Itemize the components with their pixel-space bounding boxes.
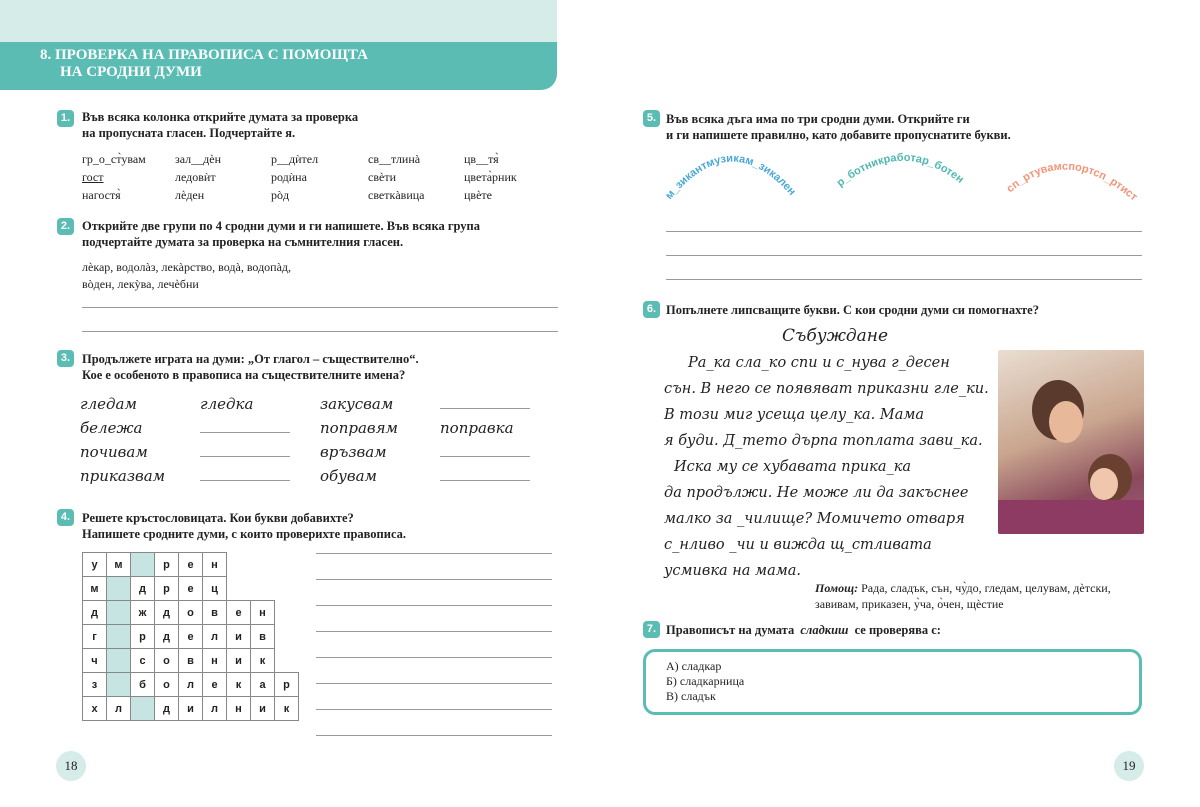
cell: и — [227, 649, 251, 673]
cell: с — [131, 649, 155, 673]
cell: л — [107, 697, 131, 721]
word: р__дѝтел — [271, 152, 319, 166]
cell: р — [155, 577, 179, 601]
story-line: усмивка на мама. — [664, 563, 801, 579]
cell: л — [179, 673, 203, 697]
cell: е — [179, 625, 203, 649]
task-1-line1: Във всяка колонка открийте думата за проверка — [82, 110, 359, 124]
cell: к — [275, 697, 299, 721]
answer-line[interactable] — [316, 735, 552, 736]
cell: р — [155, 553, 179, 577]
answer-line[interactable] — [440, 480, 530, 481]
lesson-title-line1: 8. ПРОВЕРКА НА ПРАВОПИСА С ПОМОЩТА — [40, 47, 369, 63]
cell: и — [227, 625, 251, 649]
cell-missing[interactable] — [107, 601, 131, 625]
handwritten-word: почивам — [80, 443, 148, 461]
word: св__тлинà — [368, 152, 421, 166]
cell: в — [251, 625, 275, 649]
cell: к — [251, 649, 275, 673]
answer-option[interactable]: В) сладък — [666, 689, 716, 703]
answer-line[interactable] — [82, 307, 558, 308]
cell-missing[interactable] — [107, 673, 131, 697]
task-2-line2: подчертайте думата за проверка на съмнителния гласен. — [82, 235, 404, 249]
cell: ж — [131, 601, 155, 625]
cell: е — [179, 553, 203, 577]
handwritten-word: връзвам — [320, 443, 387, 461]
word: гост — [82, 170, 104, 184]
help-words: завивам, приказен, у̀ча, о̀чен, щѐстие — [815, 597, 1004, 611]
task-2-line1: Открийте две групи по 4 сродни думи и ги напишете. Във всяка група — [82, 219, 480, 233]
answer-line[interactable] — [440, 456, 530, 457]
cell-missing[interactable] — [107, 625, 131, 649]
cell: в — [179, 649, 203, 673]
cell: и — [179, 697, 203, 721]
word: лѐден — [175, 188, 205, 202]
task-5-instructions — [666, 111, 1011, 143]
answer-line[interactable] — [200, 432, 290, 433]
cell: о — [155, 673, 179, 697]
cell-missing[interactable] — [131, 553, 155, 577]
task-3-line1: Продължете играта на думи: „От глагол – съществително“. — [82, 352, 419, 366]
handwritten-word: поправка — [440, 419, 514, 437]
story-line: В този миг усеща целу_ка. Мама — [664, 407, 925, 423]
page-number: 19 — [1114, 751, 1144, 781]
task-5-line1: Във всяка дъга има по три сродни думи. Открийте ги — [666, 112, 970, 126]
cell: з — [83, 673, 107, 697]
word-list: вòден, лекỳва, лечѐбни — [82, 277, 199, 291]
lesson-title-line2: НА СРОДНИ ДУМИ — [60, 64, 202, 80]
word: свѐти — [368, 170, 396, 184]
story-text — [664, 350, 994, 584]
cell: р — [131, 625, 155, 649]
help-note — [815, 580, 1145, 612]
mother-child-photo — [998, 350, 1144, 534]
cell: д — [155, 601, 179, 625]
arc-2-text: р_ботникработар_ботен — [834, 151, 966, 190]
cell: м — [107, 553, 131, 577]
answer-line[interactable] — [666, 231, 1142, 232]
word: гр_о_ст̀увам — [82, 152, 146, 166]
story-line: Иска му се хубавата прика_ка — [674, 459, 912, 475]
story-line: с_нливо _чи и вижда щ_стливата — [664, 537, 932, 553]
arc-3-text: сп_ртувамспортсп_ртист — [1004, 160, 1140, 204]
cell: и — [251, 697, 275, 721]
help-label: Помощ: — [815, 581, 859, 595]
cell: н — [251, 601, 275, 625]
answer-line[interactable] — [666, 255, 1142, 256]
task-4-line2: Напишете сродните думи, с които проверихте правописа. — [82, 527, 407, 541]
task-5-line2: и ги напишете правилно, като добавите пропуснатите букви. — [666, 128, 1011, 142]
header-band — [0, 0, 557, 42]
arc-1-text: м_зикантмузикам_зикален — [663, 152, 798, 202]
task-3-line2: Кое е особеното в правописа на съществителните имена? — [82, 368, 406, 382]
answer-line[interactable] — [200, 456, 290, 457]
answer-options-box — [643, 649, 1142, 715]
cell-missing[interactable] — [107, 577, 131, 601]
cell-missing[interactable] — [131, 697, 155, 721]
cell: л — [203, 625, 227, 649]
cell: у — [83, 553, 107, 577]
task-number: 1. — [57, 110, 74, 127]
cell: д — [131, 577, 155, 601]
handwritten-word: бележа — [80, 419, 143, 437]
cell: д — [155, 625, 179, 649]
cell: к — [227, 673, 251, 697]
answer-line[interactable] — [316, 553, 552, 554]
word: цв__тя̀ — [464, 152, 499, 166]
cell: в — [203, 601, 227, 625]
task-4-instructions — [82, 510, 406, 542]
task-number: 3. — [57, 350, 74, 367]
handwritten-word: закусвам — [320, 395, 394, 413]
lesson-title — [0, 42, 557, 90]
story-line: я буди. Д_тето дърпа топлата зави_ка. — [664, 433, 983, 449]
word: зал__дѐн — [175, 152, 222, 166]
cell: е — [203, 673, 227, 697]
handwritten-word: поправям — [320, 419, 398, 437]
cell: е — [227, 601, 251, 625]
answer-option[interactable]: Б) сладкарница — [666, 674, 745, 688]
word: ледовѝт — [175, 170, 216, 184]
story-line: да продължи. Не може ли да закъснее — [664, 485, 969, 501]
answer-line[interactable] — [316, 683, 552, 684]
word: рòд — [271, 188, 290, 202]
answer-line[interactable] — [200, 480, 290, 481]
photo-illustration — [998, 350, 1144, 534]
task-number: 6. — [643, 301, 660, 318]
answer-line[interactable] — [440, 408, 530, 409]
word: светкàвица — [368, 188, 425, 202]
handwritten-word: приказвам — [80, 467, 166, 485]
cell: л — [203, 697, 227, 721]
answer-line[interactable] — [316, 631, 552, 632]
cell: н — [227, 697, 251, 721]
task-number: 5. — [643, 110, 660, 127]
task-1-instructions — [82, 109, 358, 141]
word: цвета̀рник — [464, 170, 517, 184]
word: нагостя̀ — [82, 188, 121, 202]
cell: е — [179, 577, 203, 601]
answer-line[interactable] — [316, 709, 552, 710]
story-line: Ра_ка сла_ко спи и с_нува г_десен — [688, 355, 950, 371]
crossword — [82, 552, 299, 721]
handwritten-word: гледка — [200, 395, 254, 413]
cell: д — [83, 601, 107, 625]
cell: р — [275, 673, 299, 697]
answer-line[interactable] — [316, 579, 552, 580]
answer-line[interactable] — [666, 279, 1142, 280]
word-list: лѐкар, водолàз, лекàрство, водà, водопàд, — [82, 260, 292, 274]
answer-line[interactable] — [82, 331, 558, 332]
cell: ц — [203, 577, 227, 601]
cell: а — [251, 673, 275, 697]
story-line: сън. В него се появяват приказни гле_ки. — [664, 381, 989, 397]
task-number: 4. — [57, 509, 74, 526]
cell-missing[interactable] — [107, 649, 131, 673]
cell: н — [203, 649, 227, 673]
answer-option[interactable]: А) сладкар — [666, 659, 722, 673]
task-6-instructions: Попълнете липсващите букви. С кои сродни думи си помогнахте? — [666, 303, 1039, 317]
task-7-text: Правописът на думата — [666, 623, 795, 637]
handwritten-word: обувам — [320, 467, 377, 485]
task-number: 7. — [643, 621, 660, 638]
task-2-instructions — [82, 218, 480, 250]
cell: ч — [83, 649, 107, 673]
task-3-instructions — [82, 351, 419, 383]
cell: х — [83, 697, 107, 721]
cell: н — [203, 553, 227, 577]
task-4-line1: Решете кръстословицата. Кои букви добавихте? — [82, 511, 354, 525]
task-7-text2: се проверява с: — [854, 623, 941, 637]
handwritten-word: гледам — [80, 395, 137, 413]
story-title: Събуждане — [782, 326, 889, 346]
word: родѝна — [271, 170, 307, 184]
answer-line[interactable] — [316, 657, 552, 658]
task-7-keyword: сладкиш — [800, 623, 849, 637]
task-2-words — [82, 259, 291, 293]
cell: о — [179, 601, 203, 625]
story-line: малко за _чилище? Момичето отваря — [664, 511, 965, 527]
task-7-instructions — [666, 622, 941, 638]
cell: г — [83, 625, 107, 649]
cell: о — [155, 649, 179, 673]
task-1-line2: на пропусната гласен. Подчертайте я. — [82, 126, 296, 140]
answer-line[interactable] — [316, 605, 552, 606]
cell: б — [131, 673, 155, 697]
task-number: 2. — [57, 218, 74, 235]
cell: д — [155, 697, 179, 721]
help-words: Рада, сладък, сън, чу̀до, гледам, целувам, дѐтски, — [861, 581, 1111, 595]
word-arcs — [650, 145, 1150, 225]
word: цвѐте — [464, 188, 492, 202]
cell: м — [83, 577, 107, 601]
page-number: 18 — [56, 751, 86, 781]
